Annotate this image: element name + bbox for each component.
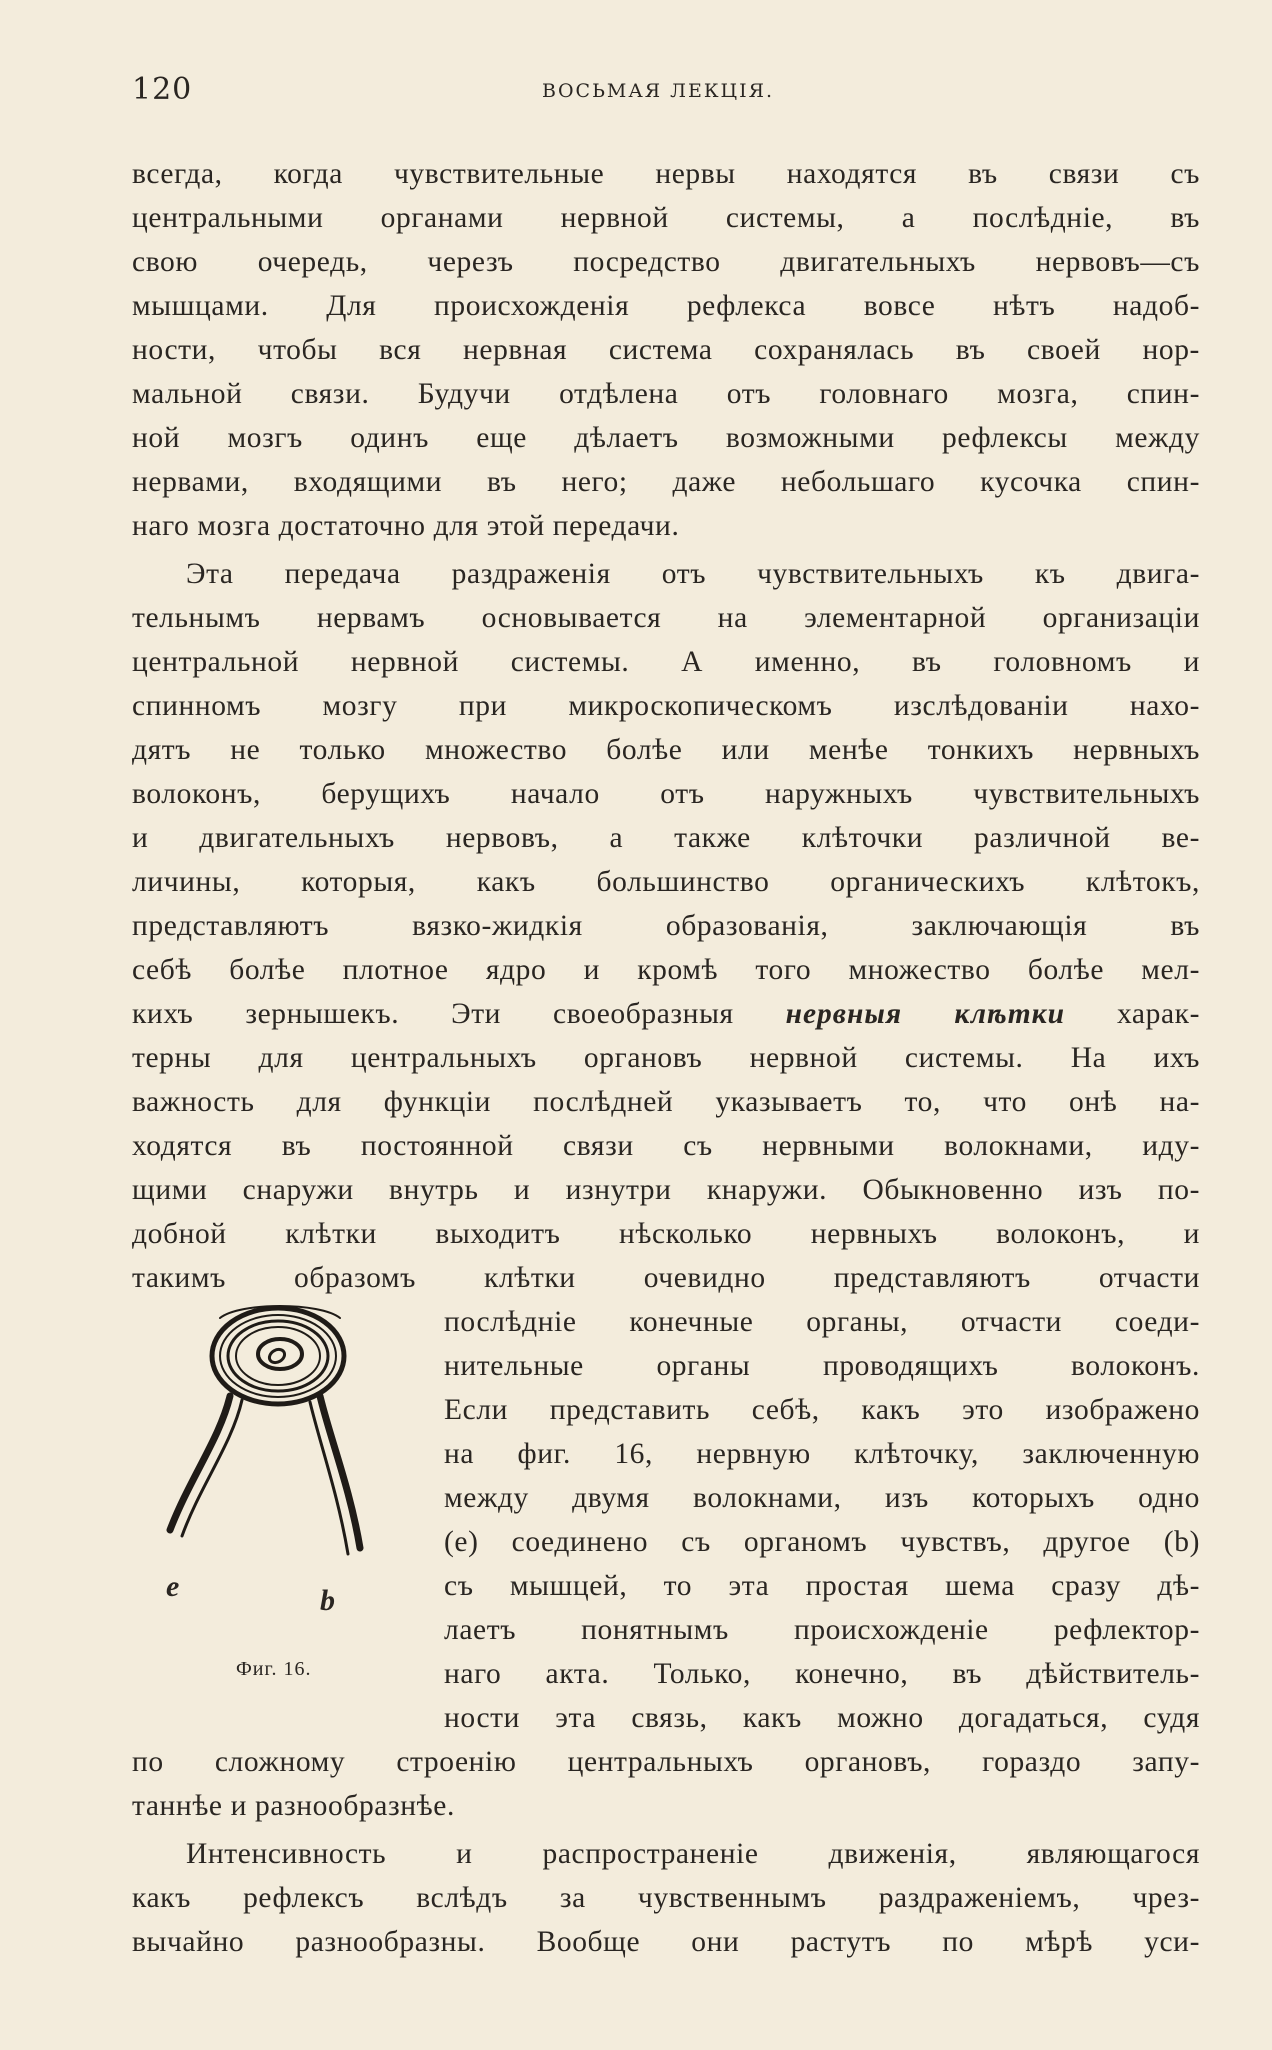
text-line: дятъ не только множество болѣе или менѣе тонкихъ нервныхъ: [132, 734, 1200, 766]
figure-caption: Фиг. 16.: [236, 1658, 312, 1680]
text-run: кихъ зернышекъ. Эти своеобразныя: [132, 998, 786, 1030]
text-line: важность для функціи послѣдней указываетъ то, что онѣ на-: [132, 1086, 1200, 1118]
text-line: таннѣе и разнообразнѣе.: [132, 1790, 455, 1822]
text-line: ности, чтобы вся нервная система сохранялась въ своей нор-: [132, 334, 1200, 366]
text-line: добной клѣтки выходитъ нѣсколько нервныхъ волоконъ, и: [132, 1218, 1200, 1250]
text-line: наго акта. Только, конечно, въ дѣйствитель-: [444, 1658, 1200, 1690]
text-line: себѣ болѣе плотное ядро и кромѣ того множество болѣе мел-: [132, 954, 1200, 986]
paragraph-first-line: Интенсивность и распространеніе движенія, являющагося: [186, 1838, 1200, 1870]
text-line: волоконъ, берущихъ начало отъ наружныхъ чувствительныхъ: [132, 778, 1200, 810]
text-line: по сложному строенію центральныхъ органовъ, гораздо запу-: [132, 1746, 1200, 1778]
nerve-cell-illustration: [160, 1298, 390, 1568]
text-line: мальной связи. Будучи отдѣлена отъ головнаго мозга, спин-: [132, 378, 1200, 410]
text-line: наго мозга достаточно для этой передачи.: [132, 510, 680, 542]
text-line: лаетъ понятнымъ происхожденіе рефлектор-: [444, 1614, 1200, 1646]
text-line: между двумя волокнами, изъ которыхъ одно: [444, 1482, 1200, 1514]
text-line: какъ рефлексъ вслѣдъ за чувственнымъ раздраженіемъ, чрез-: [132, 1882, 1200, 1914]
text-line: личины, которыя, какъ большинство органическихъ клѣтокъ,: [132, 866, 1200, 898]
text-line: съ мышцей, то эта простая шема сразу дѣ-: [444, 1570, 1200, 1602]
text-line: вычайно разнообразны. Вообще они растутъ по мѣрѣ уси-: [132, 1926, 1200, 1958]
text-line: тельнымъ нервамъ основывается на элементарной организаціи: [132, 602, 1200, 634]
text-line: послѣдніе конечные органы, отчасти соеди-: [444, 1306, 1200, 1338]
text-line: ной мозгъ одинъ еще дѣлаетъ возможными рефлексы между: [132, 422, 1200, 454]
text-line: Если представить себѣ, какъ это изображено: [444, 1394, 1200, 1426]
text-line: и двигательныхъ нервовъ, а также клѣточки различной ве-: [132, 822, 1200, 854]
text-line: на фиг. 16, нервную клѣточку, заключенную: [444, 1438, 1200, 1470]
text-line: терны для центральныхъ органовъ нервной системы. На ихъ: [132, 1042, 1200, 1074]
text-line: (e) соединено съ органомъ чувствъ, другое (b): [444, 1526, 1200, 1558]
page-header: [132, 72, 1200, 112]
figure-label-e: e: [166, 1570, 180, 1603]
emphasized-term: нервныя клѣтки: [785, 998, 1066, 1030]
text-run: харак-: [1065, 998, 1200, 1030]
text-line: всегда, когда чувствительные нервы находятся въ связи съ: [132, 158, 1200, 190]
text-line: центральными органами нервной системы, а послѣдніе, въ: [132, 202, 1200, 234]
text-line: ности эта связь, какъ можно догадаться, судя: [444, 1702, 1200, 1734]
paragraph-first-line: Эта передача раздраженія отъ чувствительныхъ къ двига-: [186, 558, 1200, 590]
text-line: нительные органы проводящихъ волоконъ.: [444, 1350, 1200, 1382]
figure-nerve-cell: [160, 1298, 390, 1638]
figure-label-b: b: [320, 1584, 335, 1617]
text-line: ходятся въ постоянной связи съ нервными волокнами, иду-: [132, 1130, 1200, 1162]
text-line: представляютъ вязко-жидкія образованія, заключающія въ: [132, 910, 1200, 942]
page-number: 120: [132, 72, 193, 107]
text-line: нервами, входящими въ него; даже небольшаго кусочка спин-: [132, 466, 1200, 498]
text-line: щими снаружи внутрь и изнутри кнаружи. Обыкновенно изъ по-: [132, 1174, 1200, 1206]
text-line: свою очередь, черезъ посредство двигательныхъ нервовъ—съ: [132, 246, 1200, 278]
text-line: такимъ образомъ клѣтки очевидно представляютъ отчасти: [132, 1262, 1200, 1294]
text-line-with-term: [132, 992, 1200, 1036]
text-line: центральной нервной системы. А именно, въ головномъ и: [132, 646, 1200, 678]
text-line: мышцами. Для происхожденія рефлекса вовсе нѣтъ надоб-: [132, 290, 1200, 322]
running-title: ВОСЬМАЯ ЛЕКЦІЯ.: [542, 80, 774, 102]
text-line: спинномъ мозгу при микроскопическомъ изслѣдованіи нахо-: [132, 690, 1200, 722]
